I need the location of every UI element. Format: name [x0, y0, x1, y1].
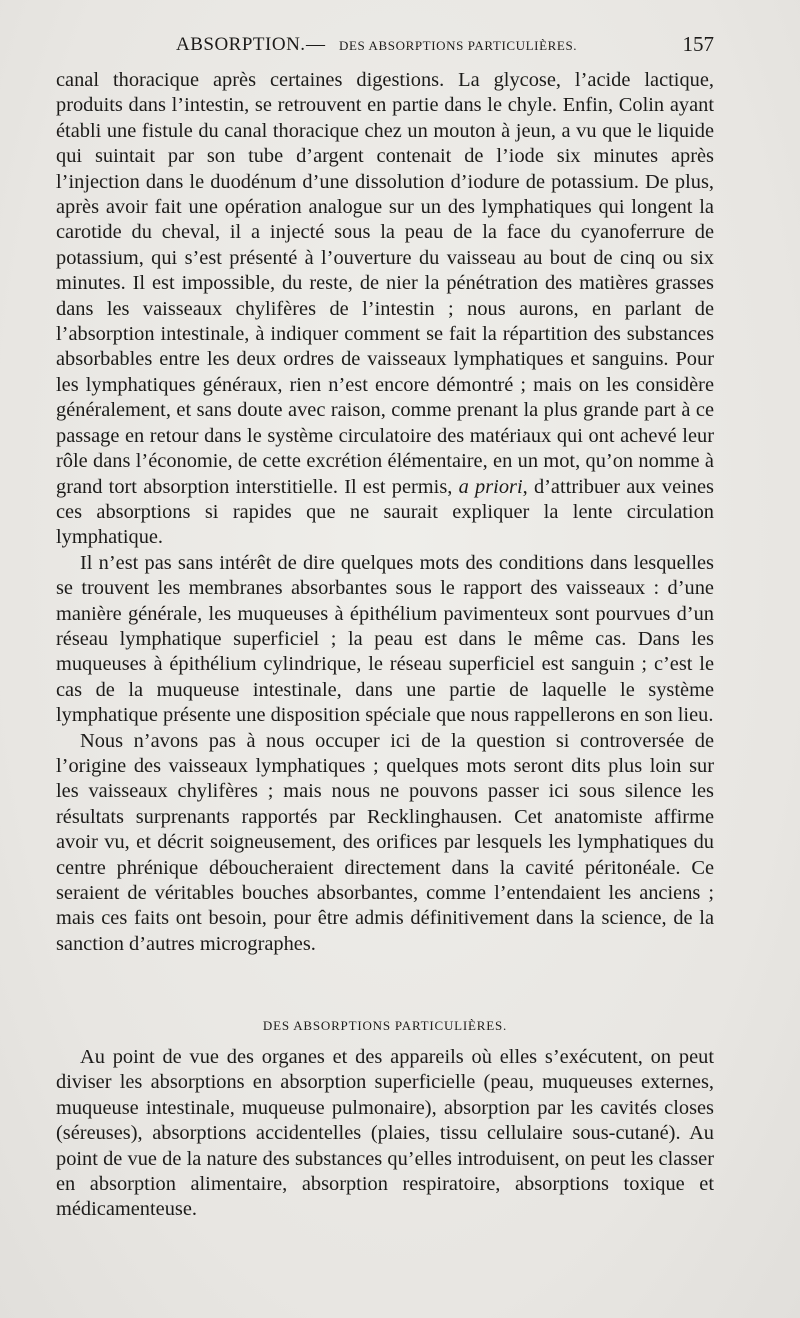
paragraph-1: [56, 68, 714, 551]
paragraph-3: Nous n’avons pas à nous occuper ici de la question si controversée de l’origine des vaisseaux lymphatiques ; quelques mots seront dits plus loin sur les vaisseaux chylifères ; mais nous ne pouvons passer ici sous silence les résultats surprenants rapportés par Recklinghausen. Cet anatomiste affirme avoir vu, et décrit soigneusement, des orifices par lesquels les lymphatiques du centre phrénique déboucheraient directement dans la cavité péritonéale. Ce seraient de véritables bouches absorbantes, comme l’entendaient les anciens ; mais ces faits ont besoin, pour être admis définitivement dans la science, de la sanction d’autres micrographes.: [56, 729, 714, 955]
running-title: ABSORPTION.: [176, 34, 306, 55]
header-separator: —: [306, 34, 325, 55]
paragraph-4: Au point de vue des organes et des appareils où elles s’exécutent, on peut diviser les absorptions en absorption superficielle (peau, muqueuses externes, muqueuse intestinale, muqueuse pulmonaire), absorption par les cavités closes (séreuses), absorptions accidentelles (plaies, tissu cellulaire sous-cutané). Au point de vue de la nature des substances qu’elles introduisent, on peut les classer en absorption alimentaire, absorption respiratoire, absorptions toxique et médicamenteuse.: [56, 1046, 714, 1221]
section-heading: DES ABSORPTIONS PARTICULIÈRES.: [262, 1018, 508, 1033]
main-text: [56, 68, 714, 957]
running-header: [56, 34, 716, 62]
paragraph-1-italic: a priori: [458, 475, 523, 498]
section-title: DES ABSORPTIONS PARTICULIÈRES.: [339, 38, 578, 53]
paragraph-2: Il n’est pas sans intérêt de dire quelques mots des conditions dans lesquelles se trouvent les membranes absorbantes sous le rapport des vaisseaux : d’une manière générale, les muqueuses à épithélium pavimenteux sont pourvues d’un réseau lymphatique superficiel ; la peau est dans le même cas. Dans les muqueuses à épithélium cylindrique, le réseau superficiel est sanguin ; c’est le cas de la muqueuse intestinale, dans une partie de laquelle le système lymphatique présente une disposition spéciale que nous rappellerons en son lieu.: [56, 551, 714, 727]
page-number: 157: [682, 32, 714, 56]
paragraph-1-text: canal thoracique après certaines digestions. La glycose, l’acide lactique, produits dans l’intestin, se retrouvent en partie dans le chyle. Enfin, Colin ayant établi une fistule du canal thoracique chez un mouton à jeun, a vu que le liquide qui suintait par son tube d’argent contenait de l’iode six minutes après l’injection dans le duodénum d’une dissolution d’iodure de potassium. De plus, après avoir fait une opération analogue sur un des lymphatiques qui longent la carotide du cheval, il a injecté sous la peau de la face du cyanoferrure de potassium, qui s’est présenté à l’ouverture du vaisseau au bout de cinq ou six minutes. Il est impossible, du reste, de nier la pénétration des matières grasses dans les vaisseaux chylifères de l’intestin ; nous aurons, en parlant de l’absorption intestinale, à indiquer comment se fait la répartition des substances absorbables entre les deux ordres de vaisseaux lymphatiques et sanguins. Pour les lymphatiques généraux, rien n’est encore démontré ; mais on les considère généralement, et sans doute avec raison, comme prenant la plus grande part à ce passage en retour dans le système circulatoire des matériaux qui ont achevé leur rôle dans l’économie, de cette excrétion élémentaire, en un mot, qu’on nomme à grand tort absorption interstitielle. Il est permis,: [56, 69, 714, 498]
paragraph-1-text-after: , d’attribuer aux veines ces absorptions si rapides que ne saurait expliquer la lente circulation lymphatique.: [56, 475, 714, 549]
section-text: [56, 1045, 714, 1223]
